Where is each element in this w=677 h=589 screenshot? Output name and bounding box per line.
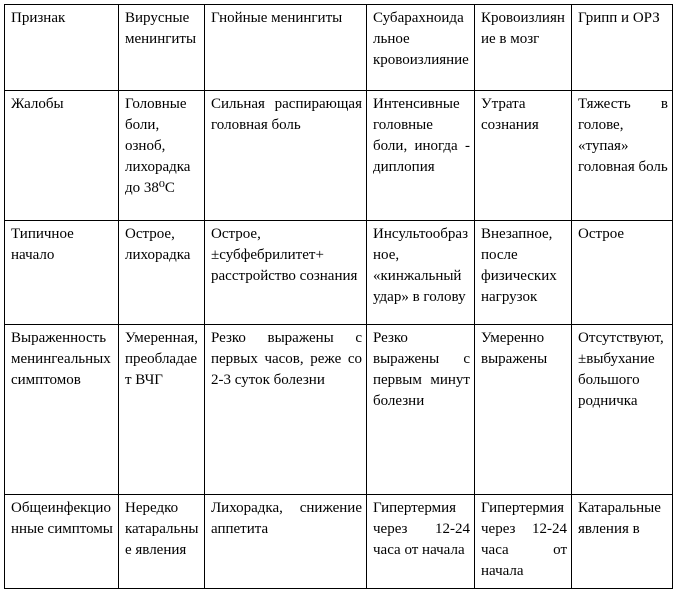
table-header-row xyxy=(5,5,673,91)
table-cell: Тяжесть в голове, «тупая» головная боль xyxy=(572,91,673,221)
row-label-complaints: Жалобы xyxy=(5,91,119,221)
header-cell-sign: Признак xyxy=(5,5,119,91)
table-row xyxy=(5,495,673,589)
table-row xyxy=(5,221,673,325)
table-cell: Острое, лихорадка xyxy=(119,221,205,325)
table-cell: Нередко катаральные явления xyxy=(119,495,205,589)
table-cell: Резко выражены с первым минут болезни xyxy=(367,325,475,495)
table-row xyxy=(5,91,673,221)
row-label-typical-onset: Типичное начало xyxy=(5,221,119,325)
table-cell: Острое, ±субфебрилитет+ расстройство сознания xyxy=(205,221,367,325)
table-cell: Умеренная, преобладает ВЧГ xyxy=(119,325,205,495)
table-cell: Острое xyxy=(572,221,673,325)
table-cell: Внезапное, после физических нагрузок xyxy=(475,221,572,325)
table-cell: Гипертермия через 12-24 часа от начала xyxy=(475,495,572,589)
header-cell-flu-ari: Грипп и ОРЗ xyxy=(572,5,673,91)
table-cell: Умеренно выражены xyxy=(475,325,572,495)
table-cell: Интенсивные головные боли, иногда - диплопия xyxy=(367,91,475,221)
row-label-general-infectious-symptoms: Общеинфекционные симптомы xyxy=(5,495,119,589)
table-cell: Отсутствуют, ±выбухание большого родничка xyxy=(572,325,673,495)
table-cell: Головные боли, озноб, лихорадка до 38⁰С xyxy=(119,91,205,221)
table-row xyxy=(5,325,673,495)
table-cell: Лихорадка, снижение аппетита xyxy=(205,495,367,589)
header-cell-subarachnoid-hemorrhage: Субарахноидальное кровоизлияние xyxy=(367,5,475,91)
table-cell: Утрата сознания xyxy=(475,91,572,221)
table-cell: Сильная распирающая головная боль xyxy=(205,91,367,221)
table-cell: Резко выражены с первых часов, реже со 2-3 суток болезни xyxy=(205,325,367,495)
header-cell-viral-meningitis: Вирусные менингиты xyxy=(119,5,205,91)
header-cell-brain-hemorrhage: Кровоизлияние в мозг xyxy=(475,5,572,91)
row-label-meningeal-symptoms: Выраженность менингеальных симптомов xyxy=(5,325,119,495)
table-cell: Гипертермия через 12-24 часа от начала xyxy=(367,495,475,589)
header-cell-purulent-meningitis: Гнойные менингиты xyxy=(205,5,367,91)
table-cell: Инсультообразное, «кинжальный удар» в голову xyxy=(367,221,475,325)
differential-diagnosis-table xyxy=(4,4,673,589)
table-cell: Катаральные явления в xyxy=(572,495,673,589)
